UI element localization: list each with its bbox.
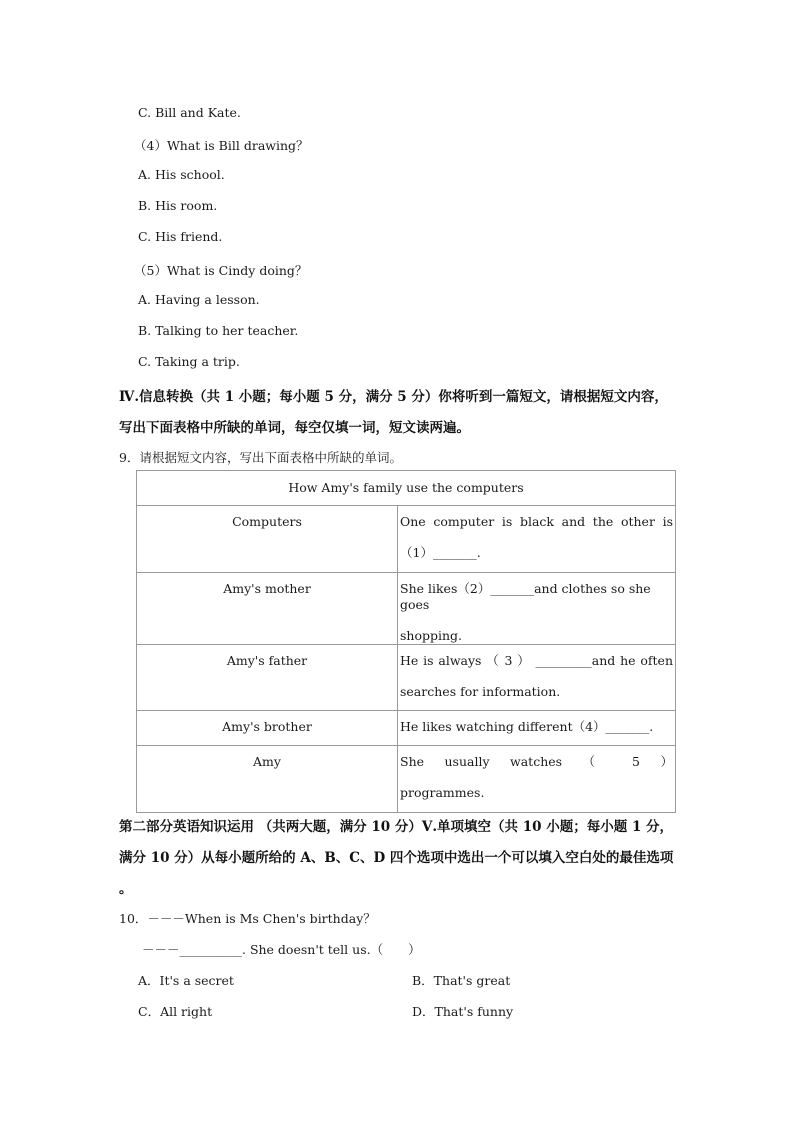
option-c: C. Taking a trip. [138,354,240,369]
section-4-heading-line2: 写出下面表格中所缺的单词，每空仅填一词，短文读两遍。 [119,420,470,436]
table-row [137,645,676,711]
option-d: D．That's funny [412,1004,514,1019]
row-label: Amy's brother [137,711,398,746]
row-line1: She likes（2）_______and clothes so she goes [400,581,651,612]
option-a: A．It's a secret [138,973,234,988]
option-b: B. His room. [138,198,218,213]
row-line1: He likes watching different（4）_______. [400,719,654,734]
option-b: B. Talking to her teacher. [138,323,299,338]
row-content [398,573,676,645]
row-content [398,645,676,711]
row-line1: He is always （ 3 ） _________and he often [400,653,673,668]
row-line2: searches for information. [400,684,561,699]
question-8-4: （4）What is Bill drawing？ [134,138,309,153]
section-4-heading-line1: Ⅳ.信息转换（共 1 小题；每小题 5 分，满分 5 分）你将听到一篇短文，请根据短文内容， [119,389,668,405]
table-row [137,746,676,813]
row-line1: One computer is black and the other is [400,514,673,529]
option-a: A. Having a lesson. [138,292,260,307]
row-content [398,746,676,813]
row-line2: programmes. [400,785,485,800]
table-row [137,573,676,645]
row-label: Amy [137,746,398,813]
row-label: Amy's mother [137,573,398,645]
option-c: C. His friend. [138,229,223,244]
row-line1: She usually watches （ 5 ） [400,754,673,769]
option-c-prev: C. Bill and Kate. [138,105,241,120]
row-label: Amy's father [137,645,398,711]
row-content [398,711,676,746]
part-2-heading-line3: 。 [119,881,133,897]
option-b: B．That's great [412,973,511,988]
table-row [137,711,676,746]
option-c: C．All right [138,1004,213,1019]
info-table [136,470,676,813]
question-10-stem: 10．－－－When is Ms Chen's birthday？ [119,911,376,926]
row-label: Computers [137,506,398,573]
part-2-heading-line1: 第二部分英语知识运用 （共两大题，满分 10 分）Ⅴ.单项填空（共 10 小题；每小题 1 分， [119,819,674,835]
option-a: A. His school. [138,167,225,182]
row-line2: shopping. [400,628,463,643]
table-row [137,506,676,573]
table-caption: How Amy's family use the computers [137,471,676,506]
question-9: 9．请根据短文内容，写出下面表格中所缺的单词。 [119,450,402,465]
question-8-5: （5）What is Cindy doing？ [134,263,308,278]
row-line2: （1）_______. [400,545,481,560]
part-2-heading-line2: 满分 10 分）从每小题所给的 A、B、C、D 四个选项中选出一个可以填入空白处的最佳选项 [119,850,674,866]
row-content [398,506,676,573]
question-10-reply: －－－__________. She doesn't tell us.（ ） [142,942,421,957]
